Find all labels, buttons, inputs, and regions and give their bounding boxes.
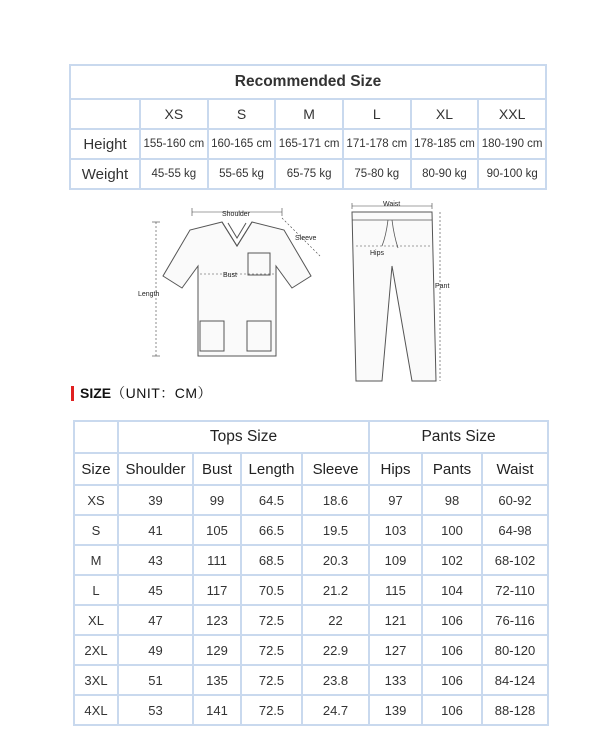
height-row bbox=[70, 129, 546, 159]
measurement-cell: 102 bbox=[422, 545, 482, 575]
size-label: XL bbox=[411, 99, 479, 129]
measurement-cell: 100 bbox=[422, 515, 482, 545]
size-section-heading bbox=[71, 385, 212, 401]
measurement-cell: 76-116 bbox=[482, 605, 548, 635]
measurement-cell: 105 bbox=[193, 515, 241, 545]
hips-label: Hips bbox=[370, 250, 385, 257]
measurement-cell: 22 bbox=[302, 605, 369, 635]
size-label: XS bbox=[140, 99, 208, 129]
measurement-cell: 23.8 bbox=[302, 665, 369, 695]
measurement-cell: 88-128 bbox=[482, 695, 548, 725]
measurement-cell: 21.2 bbox=[302, 575, 369, 605]
weight-value: 75-80 kg bbox=[343, 159, 411, 189]
sleeve-label: Sleeve bbox=[295, 235, 317, 242]
weight-label: Weight bbox=[70, 159, 140, 189]
size-cell: 2XL bbox=[74, 635, 118, 665]
measurement-cell: 99 bbox=[193, 485, 241, 515]
measurement-cell: 45 bbox=[118, 575, 193, 605]
measurement-cell: 84-124 bbox=[482, 665, 548, 695]
measurement-cell: 72.5 bbox=[241, 695, 302, 725]
measurement-cell: 43 bbox=[118, 545, 193, 575]
weight-value: 65-75 kg bbox=[275, 159, 343, 189]
size-label: XXL bbox=[478, 99, 546, 129]
size-cell: L bbox=[74, 575, 118, 605]
measurement-cell: 129 bbox=[193, 635, 241, 665]
height-value: 160-165 cm bbox=[208, 129, 276, 159]
measurement-cell: 64-98 bbox=[482, 515, 548, 545]
measurement-cell: 64.5 bbox=[241, 485, 302, 515]
size-cell: XS bbox=[74, 485, 118, 515]
section-accent-bar bbox=[71, 386, 74, 401]
measurement-cell: 49 bbox=[118, 635, 193, 665]
measurement-cell: 106 bbox=[422, 635, 482, 665]
column-header: Sleeve bbox=[302, 453, 369, 485]
table-row bbox=[74, 695, 548, 725]
measurement-cell: 139 bbox=[369, 695, 422, 725]
measurement-cell: 41 bbox=[118, 515, 193, 545]
measurement-cell: 106 bbox=[422, 605, 482, 635]
size-rows bbox=[74, 485, 548, 725]
bust-label: Bust bbox=[223, 272, 238, 279]
column-header: Size bbox=[74, 453, 118, 485]
measurement-cell: 106 bbox=[422, 695, 482, 725]
tops-size-title: Tops Size bbox=[118, 421, 369, 453]
measurement-cell: 68.5 bbox=[241, 545, 302, 575]
measurement-cell: 22.9 bbox=[302, 635, 369, 665]
size-cell: M bbox=[74, 545, 118, 575]
height-value: 155-160 cm bbox=[140, 129, 208, 159]
weight-value: 90-100 kg bbox=[478, 159, 546, 189]
scrub-top-illustration bbox=[163, 222, 311, 356]
table-row bbox=[74, 485, 548, 515]
measurement-cell: 133 bbox=[369, 665, 422, 695]
shoulder-label: Shoulder bbox=[222, 211, 251, 218]
empty-corner-cell bbox=[70, 99, 140, 129]
column-header: Shoulder bbox=[118, 453, 193, 485]
recommended-size-header-row bbox=[70, 99, 546, 129]
height-label: Height bbox=[70, 129, 140, 159]
empty-corner-cell bbox=[74, 421, 118, 453]
column-header: Waist bbox=[482, 453, 548, 485]
measurement-cell: 20.3 bbox=[302, 545, 369, 575]
measurement-cell: 104 bbox=[422, 575, 482, 605]
height-value: 178-185 cm bbox=[411, 129, 479, 159]
weight-value: 45-55 kg bbox=[140, 159, 208, 189]
measurement-cell: 68-102 bbox=[482, 545, 548, 575]
measurement-cell: 98 bbox=[422, 485, 482, 515]
weight-value: 80-90 kg bbox=[411, 159, 479, 189]
table-row bbox=[74, 515, 548, 545]
size-cell: XL bbox=[74, 605, 118, 635]
measurement-cell: 115 bbox=[369, 575, 422, 605]
column-header: Pants bbox=[422, 453, 482, 485]
measurement-cell: 97 bbox=[369, 485, 422, 515]
measurement-cell: 72.5 bbox=[241, 665, 302, 695]
measurement-cell: 103 bbox=[369, 515, 422, 545]
measurement-cell: 109 bbox=[369, 545, 422, 575]
measurement-cell: 51 bbox=[118, 665, 193, 695]
measurement-cell: 111 bbox=[193, 545, 241, 575]
pant-label: Pant bbox=[435, 283, 450, 290]
measurement-cell: 47 bbox=[118, 605, 193, 635]
measurement-cell: 60-92 bbox=[482, 485, 548, 515]
measurement-cell: 39 bbox=[118, 485, 193, 515]
recommended-size-title: Recommended Size bbox=[70, 65, 546, 99]
size-cell: 4XL bbox=[74, 695, 118, 725]
column-header: Length bbox=[241, 453, 302, 485]
weight-row bbox=[70, 159, 546, 189]
measurement-cell: 72.5 bbox=[241, 605, 302, 635]
group-header-row bbox=[74, 421, 548, 453]
measurement-cell: 19.5 bbox=[302, 515, 369, 545]
section-unit: （UNIT：CM） bbox=[111, 385, 213, 401]
size-cell: 3XL bbox=[74, 665, 118, 695]
measurement-cell: 141 bbox=[193, 695, 241, 725]
table-row bbox=[74, 635, 548, 665]
height-value: 165-171 cm bbox=[275, 129, 343, 159]
column-header: Bust bbox=[193, 453, 241, 485]
waist-label: Waist bbox=[383, 201, 401, 208]
measurement-cell: 72.5 bbox=[241, 635, 302, 665]
scrub-pants-illustration bbox=[352, 212, 436, 381]
measurement-cell: 135 bbox=[193, 665, 241, 695]
height-value: 180-190 cm bbox=[478, 129, 546, 159]
measurement-cell: 70.5 bbox=[241, 575, 302, 605]
length-label: Length bbox=[138, 291, 160, 298]
section-label: SIZE bbox=[80, 385, 112, 401]
table-row bbox=[74, 665, 548, 695]
size-label: L bbox=[343, 99, 411, 129]
size-chart-table bbox=[73, 420, 549, 726]
recommended-size-table bbox=[69, 64, 547, 190]
measurement-cell: 80-120 bbox=[482, 635, 548, 665]
size-label: M bbox=[275, 99, 343, 129]
measurement-cell: 106 bbox=[422, 665, 482, 695]
measurement-cell: 127 bbox=[369, 635, 422, 665]
table-row bbox=[74, 605, 548, 635]
pants-size-title: Pants Size bbox=[369, 421, 548, 453]
measurement-cell: 72-110 bbox=[482, 575, 548, 605]
measurement-cell: 24.7 bbox=[302, 695, 369, 725]
table-row bbox=[74, 575, 548, 605]
measurement-cell: 117 bbox=[193, 575, 241, 605]
garment-measurement-diagram bbox=[130, 196, 470, 384]
column-header: Hips bbox=[369, 453, 422, 485]
measurement-cell: 121 bbox=[369, 605, 422, 635]
column-header-row bbox=[74, 453, 548, 485]
size-label: S bbox=[208, 99, 276, 129]
height-value: 171-178 cm bbox=[343, 129, 411, 159]
measurement-cell: 53 bbox=[118, 695, 193, 725]
measurement-cell: 18.6 bbox=[302, 485, 369, 515]
measurement-cell: 123 bbox=[193, 605, 241, 635]
measurement-cell: 66.5 bbox=[241, 515, 302, 545]
weight-value: 55-65 kg bbox=[208, 159, 276, 189]
table-row bbox=[74, 545, 548, 575]
size-cell: S bbox=[74, 515, 118, 545]
